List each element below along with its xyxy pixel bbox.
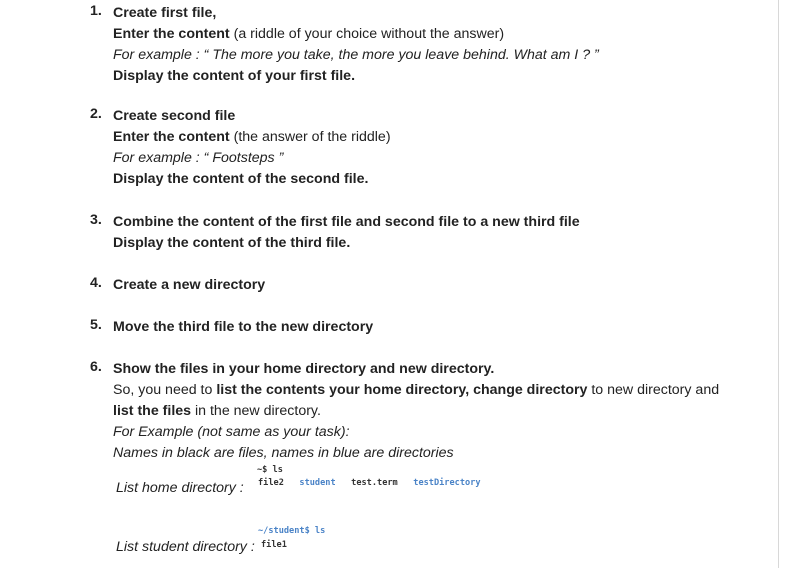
names-note: Names in black are files, names in blue are directories [113,445,454,461]
item-paragraph-line: list the files in the new directory. [113,403,321,419]
item-line: Display the content of the second file. [113,171,369,187]
page-edge-divider [778,0,779,568]
student-file-list [261,540,287,550]
home-list-label: List home directory : [116,480,244,496]
item-title: Create first file, [113,5,217,21]
student-list-label: List student directory : [116,539,255,555]
item-title: Create a new directory [113,277,266,293]
terminal-prompt: ~$ ls [257,465,283,475]
item-line: Enter the content (a riddle of your choice without the answer) [113,26,505,42]
item-title: Combine the content of the first file and second file to a new third file [113,214,580,230]
file-name: file1 [261,540,287,550]
item-number: 6. [90,359,102,375]
item-line: Display the content of your first file. [113,68,356,84]
directory-name: testDirectory [413,478,481,488]
item-line: Display the content of the third file. [113,235,351,251]
example-label: For Example (not same as your task): [113,424,350,440]
item-title: Show the files in your home directory and new directory. [113,361,495,377]
item-number: 1. [90,3,102,19]
directory-name: student [299,478,336,488]
file-name: file2 [258,478,284,488]
file-name: test.term [351,478,398,488]
item-title: Move the third file to the new directory [113,319,374,335]
home-file-list [258,478,481,488]
item-number: 3. [90,212,102,228]
item-number: 5. [90,317,102,333]
item-title: Create second file [113,108,236,124]
item-line: Enter the content (the answer of the riddle) [113,129,391,145]
item-number: 4. [90,275,102,291]
item-number: 2. [90,106,102,122]
student-directory-example [113,524,753,564]
example-line: For example : “ Footsteps ” [113,150,284,166]
item-paragraph-line: So, you need to list the contents your home directory, change directory to new directory and [113,382,720,398]
home-directory-example [113,464,753,524]
example-line: For example : “ The more you take, the more you leave behind. What am I ? ” [113,47,599,63]
terminal-prompt: ~/student$ ls [258,526,326,536]
